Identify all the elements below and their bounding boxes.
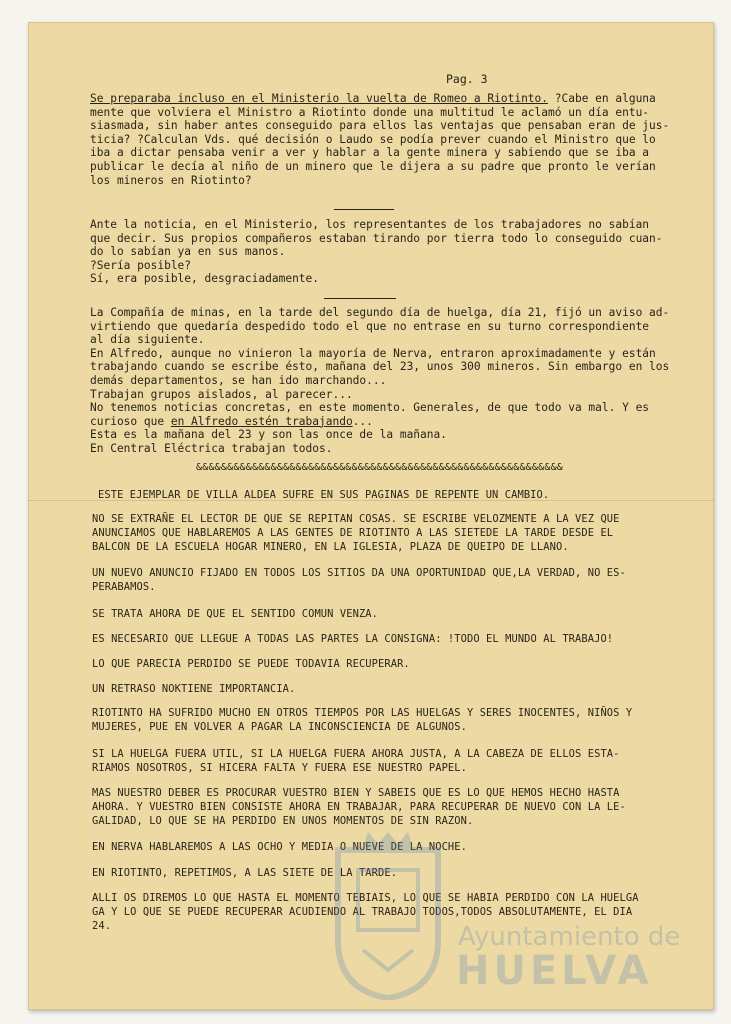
caps-paragraph: ESTE EJEMPLAR DE VILLA ALDEA SUFRE EN SUS PAGINAS DE REPENTE UN CAMBIO. <box>98 489 550 501</box>
caps-paragraph: SI LA HUELGA FUERA UTIL, SI LA HUELGA FUERA AHORA JUSTA, A LA CABEZA DE ELLOS ESTA- RIAMOS NOSOTROS, SI HICERA FALTA Y FUERA ESE NUESTRO PAPEL. <box>92 748 620 774</box>
archive-watermark <box>328 830 688 1000</box>
paragraph-romeo <box>90 92 680 187</box>
caps-paragraph: LO QUE PARECIA PERDIDO SE PUEDE TODAVIA RECUPERAR. <box>92 658 410 670</box>
paragraph-compania-a: La Compañía de minas, en la tarde del segundo día de huelga, día 21, fijó un aviso ad- virtiendo que quedaría despedido todo el que no entrase en su turno correspondiente al día siguiente. En Alfredo, aunque no vinieron la mayoría de Nerva, entraron aproximadamente y están trabajando cuando se escribe ésto, mañana del 23, unos 300 mineros. Sin embargo en los demás departamentos, se han ido marchando... Trabajan grupos aislados, al parecer... No tenemos noticias concretas, en este momento. Generales, de que todo va mal. Y es curioso que <box>90 306 670 428</box>
caps-paragraph: EN RIOTINTO, REPETIMOS, A LAS SIETE DE LA TARDE. <box>92 867 398 879</box>
document-page <box>28 22 714 1010</box>
paragraph-compania-b: ... Esta es la mañana del 23 y son las once de la mañana. En Central Eléctrica trabajan todos. <box>90 414 447 455</box>
underlined-phrase-romeo: Se preparaba incluso en el Ministerio la vuelta de Romeo a Riotinto. <box>90 92 549 105</box>
section-divider <box>334 209 394 210</box>
caps-paragraph: EN NERVA HABLAREMOS A LAS OCHO Y MEDIA O NUEVE DE LA NOCHE. <box>92 841 467 853</box>
paragraph-ministerio: Ante la noticia, en el Ministerio, los representantes de los trabajadores no sabían que decir. Sus propios compañeros estaban tirando por tierra todo lo conseguido cuan- do lo sabían ya en sus manos. ?Sería posible? Sí, era posible, desgraciadamente. <box>90 218 663 286</box>
caps-paragraph: RIOTINTO HA SUFRIDO MUCHO EN OTROS TIEMPOS POR LAS HUELGAS Y SERES INOCENTES, NIÑOS Y MUJERES, PUE EN VOLVER A PAGAR LA INCONSCIENCIA DE ALGUNOS. <box>92 707 633 733</box>
caps-paragraph: NO SE EXTRAÑE EL LECTOR DE QUE SE REPITAN COSAS. SE ESCRIBE VELOZMENTE A LA VEZ QUE ANUNCIAMOS QUE HABLAREMOS A LAS GENTES DE RIOTINTO A LAS SIETEDE LA TARDE DESDE EL BALCON DE LA ESCUELA HOGAR MINERO, EN LA IGLESIA, PLAZA DE QUEIPO DE LLANO. <box>92 513 620 553</box>
caps-paragraph: UN RETRASO NOKTIENE IMPORTANCIA. <box>92 683 296 695</box>
coat-of-arms-icon <box>328 830 448 1000</box>
caps-paragraph: UN NUEVO ANUNCIO FIJADO EN TODOS LOS SITIOS DA UNA OPORTUNIDAD QUE,LA VERDAD, NO ES- PERABAMOS. <box>92 567 626 593</box>
caps-paragraph: MAS NUESTRO DEBER ES PROCURAR VUESTRO BIEN Y SABEIS QUE ES LO QUE HEMOS HECHO HASTA AHORA. Y VUESTRO BIEN CONSISTE AHORA EN TRABAJAR, PARA RECUPERAR DE NUEVO CON LA LE- GALIDAD, LO QUE SE HA PERDIDO EN UNOS MOMENTOS DE SIN RAZON. <box>92 787 626 827</box>
watermark-line-1: Ayuntamiento de <box>458 922 681 952</box>
caps-paragraph: SE TRATA AHORA DE QUE EL SENTIDO COMUN VENZA. <box>92 608 379 620</box>
ampersand-separator: &&&&&&&&&&&&&&&&&&&&&&&&&&&&&&&&&&&&&&&&&&&&&&&&&&&&&&&&&&& <box>196 462 564 473</box>
underlined-phrase-alfredo: en Alfredo estén trabajando <box>170 414 353 428</box>
caps-paragraph: ES NECESARIO QUE LLEGUE A TODAS LAS PARTES LA CONSIGNA: !TODO EL MUNDO AL TRABAJO! <box>92 633 614 645</box>
paragraph-compania <box>90 306 680 456</box>
caps-paragraph: ALLI OS DIREMOS LO QUE HASTA EL MOMENTO TEBIAIS, LO QUE SE HABIA PERDIDO CON LA HUELGA GA Y LO QUE SE PUEDE RECUPERAR ACUDIENDO AL TRABAJO TODOS,TODOS ABSOLUTAMENTE, EL DIA 24. <box>92 892 639 932</box>
watermark-line-2: HUELVA <box>456 948 653 994</box>
paragraph-romeo-rest: ?Cabe en alguna mente que volviera el Ministro a Riotinto donde una multitud le aclamó un día entu- siasmada, sin haber antes conseguido para ellos las ventajas que pensaban eran de jus- ticia? ?Calculan Vds. qué decisión o Laudo se podía prever cuando el Ministro que lo iba a dictar pensaba venir a ver y hablar a la gente minera y sabiendo que se iba a publicar le decía al niño de un minero que le dijera a su padre que pronto le verían los mineros en Riotinto? <box>90 92 670 187</box>
section-divider <box>324 298 396 299</box>
page-number: Pag. 3 <box>446 72 488 86</box>
